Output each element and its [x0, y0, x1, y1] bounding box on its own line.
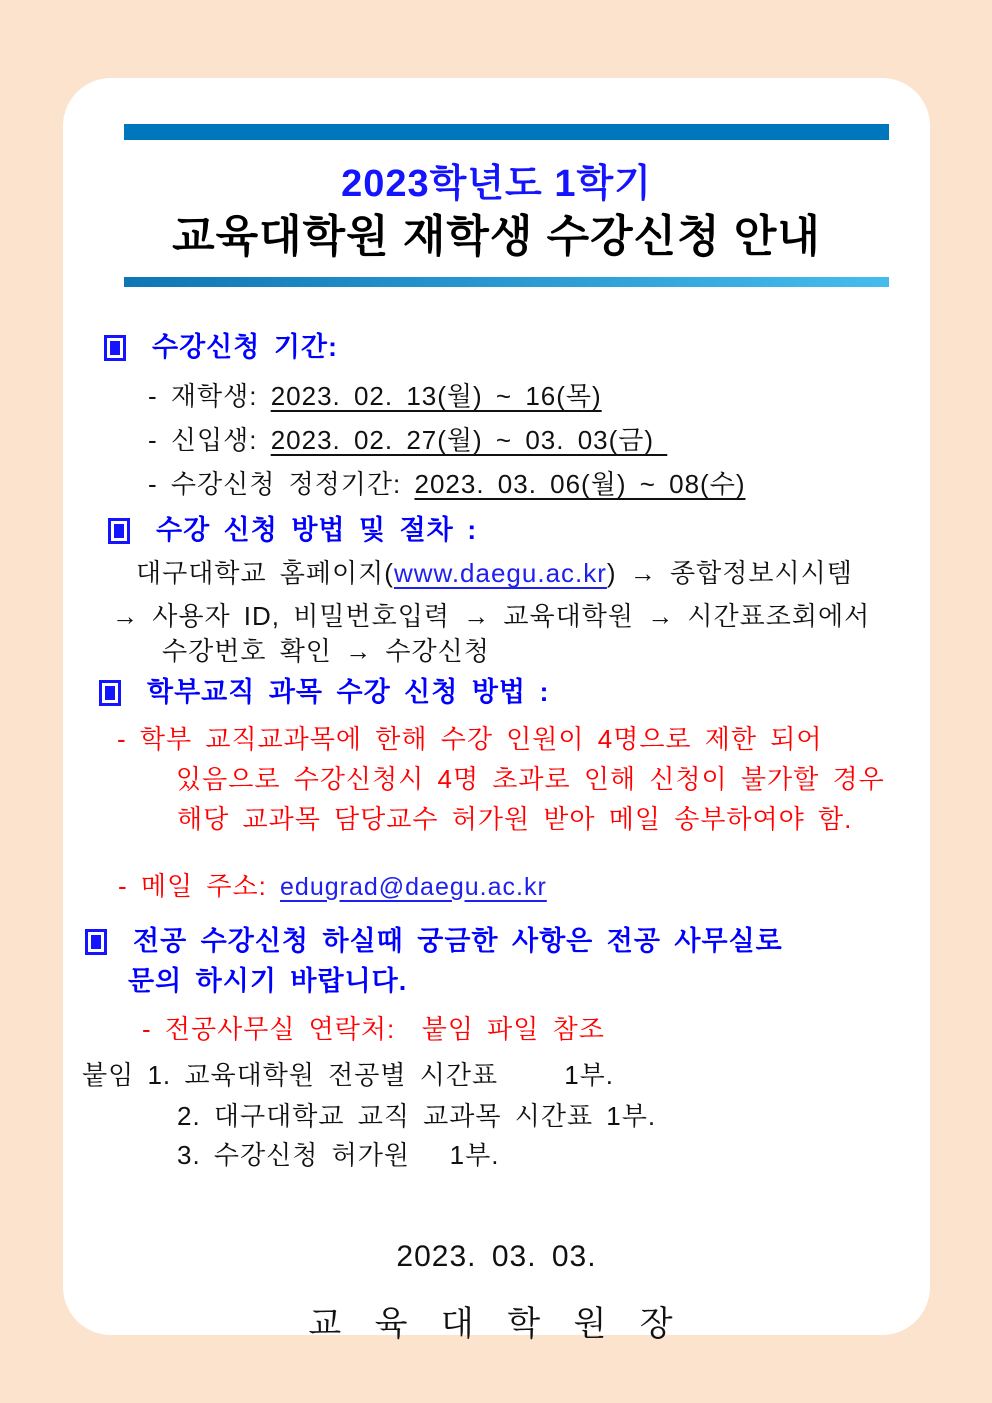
section-heading-major-text: 전공 수강신청 하실때 궁금한 사항은 전공 사무실로	[133, 926, 783, 956]
attachment-line-3	[177, 1141, 499, 1171]
undergrad-warning-line-1	[117, 725, 822, 755]
period-item-label: - 수강신청 정정기간:	[148, 469, 415, 499]
square-bullet-icon	[108, 518, 130, 544]
attachment-text: 3. 수강신청 허가원 1부.	[177, 1140, 500, 1170]
period-item-new-students	[148, 426, 667, 456]
method-text-post: ) → 종합정보시시템	[606, 558, 853, 588]
section-heading-major	[85, 926, 783, 957]
section-heading-method-text: 수강 신청 방법 및 절차 :	[156, 515, 478, 545]
period-item-dates: 2023. 03. 06(월) ~ 08(수)	[414, 469, 746, 499]
issue-date: 2023. 03. 03.	[396, 1240, 597, 1273]
email-line	[118, 872, 547, 902]
period-item-dates: 2023. 02. 13(월) ~ 16(목)	[270, 381, 602, 411]
undergrad-warning-line-3	[177, 805, 852, 835]
square-bullet-icon	[85, 929, 107, 955]
period-item-correction	[148, 470, 745, 500]
square-bullet-icon	[99, 680, 121, 706]
warning-text: 있음으로 수강신청시 4명 초과로 인해 신청이 불가할 경우	[176, 764, 885, 794]
section-heading-undergrad-text: 학부교직 과목 수강 신청 방법 :	[147, 677, 550, 707]
attachment-line-1	[82, 1061, 614, 1091]
section-heading-period	[104, 332, 338, 363]
major-contact-line	[142, 1015, 605, 1045]
period-item-dates: 2023. 02. 27(월) ~ 03. 03(금)	[270, 425, 668, 455]
method-text: → 사용자 ID, 비밀번호입력 → 교육대학원 → 시간표조회에서	[112, 601, 871, 631]
period-item-label: - 재학생:	[148, 381, 271, 411]
method-text: 수강번호 확인 → 수강신청	[162, 636, 490, 666]
section-heading-major-text-2: 문의 하시기 바랍니다.	[128, 966, 408, 996]
attachment-line-2	[177, 1102, 656, 1132]
section-heading-method	[108, 515, 477, 546]
section-heading-undergrad	[99, 677, 549, 708]
method-step-line-1	[136, 559, 853, 589]
method-step-line-3	[162, 637, 490, 667]
homepage-link[interactable]: www.daegu.ac.kr	[393, 558, 607, 588]
header-gradient-bar	[124, 277, 889, 287]
contact-text: - 전공사무실 연락처: 붙임 파일 참조	[142, 1014, 605, 1044]
issuer-signature: 교 육 대 학 원 장	[308, 1305, 685, 1343]
method-text-pre: 대구대학교 홈페이지(	[136, 558, 394, 588]
warning-text: - 학부 교직교과목에 한해 수강 인원이 4명으로 제한 되어	[117, 724, 823, 754]
warning-text: 해당 교과목 담당교수 허가원 받아 메일 송부하여야 함.	[177, 804, 853, 834]
section-heading-major-line-2	[128, 966, 407, 997]
section-heading-period-text: 수강신청 기간:	[152, 332, 338, 362]
notice-title: 교육대학원 재학생 수강신청 안내	[172, 212, 821, 261]
method-step-line-2	[112, 602, 870, 632]
period-item-current-students	[148, 382, 602, 412]
header-top-bar	[124, 124, 889, 140]
period-item-label: - 신입생:	[148, 425, 271, 455]
email-label: - 메일 주소:	[118, 871, 281, 901]
notice-subtitle: 2023학년도 1학기	[341, 163, 652, 205]
attachment-text: 2. 대구대학교 교직 교과목 시간표 1부.	[177, 1101, 657, 1131]
email-link[interactable]: edugrad@daegu.ac.kr	[280, 872, 547, 901]
attachment-text: 붙임 1. 교육대학원 전공별 시간표 1부.	[82, 1060, 615, 1090]
undergrad-warning-line-2	[176, 765, 885, 795]
square-bullet-icon	[104, 335, 126, 361]
